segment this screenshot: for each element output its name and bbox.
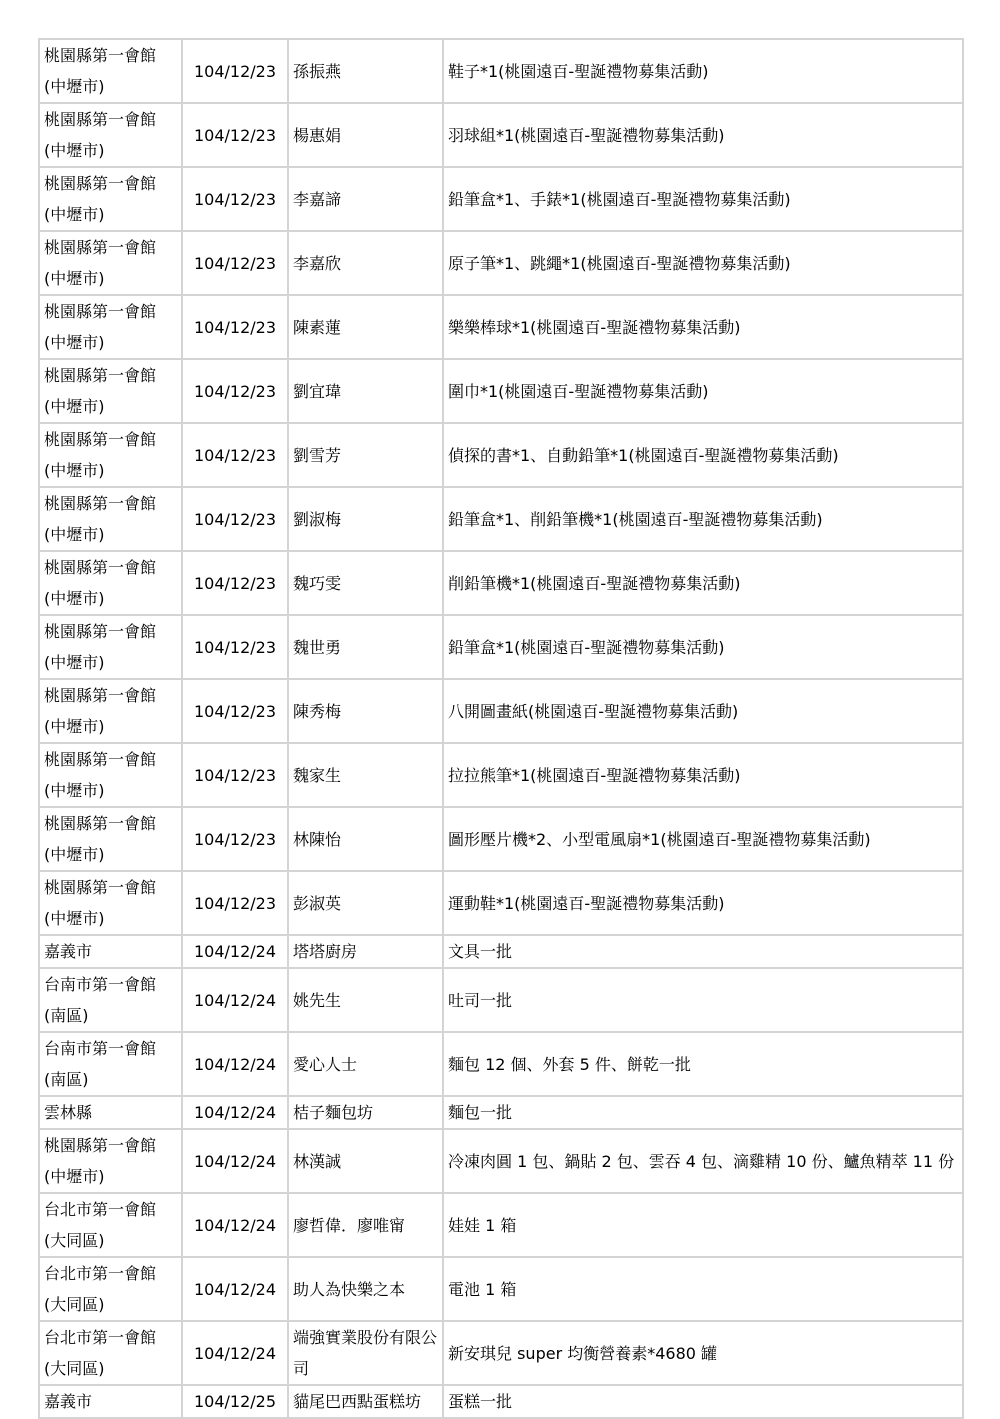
date-cell: 104/12/23: [182, 103, 288, 167]
branch-line: 台南市第一會館: [44, 975, 157, 994]
item-cell: 圖形壓片機*2、小型電風扇*1(桃園遠百-聖誕禮物募集活動): [443, 807, 963, 871]
branch-cell: [39, 359, 182, 423]
table-row: [39, 743, 963, 807]
donor-cell: 端強實業股份有限公司: [288, 1321, 443, 1385]
item-cell: 拉拉熊筆*1(桃園遠百-聖誕禮物募集活動): [443, 743, 963, 807]
table-row: [39, 1096, 963, 1129]
donor-cell: 孫振燕: [288, 39, 443, 103]
item-cell: 鉛筆盒*1、削鉛筆機*1(桃園遠百-聖誕禮物募集活動): [443, 487, 963, 551]
date-cell: 104/12/23: [182, 39, 288, 103]
branch-line: (中壢市): [44, 717, 105, 736]
branch-line: 嘉義市: [44, 1392, 93, 1411]
table-row: [39, 359, 963, 423]
item-cell: 麵包 12 個、外套 5 件、餅乾一批: [443, 1032, 963, 1096]
branch-line: (中壢市): [44, 333, 105, 352]
branch-line: (中壢市): [44, 141, 105, 160]
donor-cell: 劉宜瑋: [288, 359, 443, 423]
date-cell: 104/12/23: [182, 551, 288, 615]
date-cell: 104/12/23: [182, 679, 288, 743]
donor-cell: 林漢誠: [288, 1129, 443, 1193]
branch-line: (中壢市): [44, 909, 105, 928]
donor-cell: 林陳怡: [288, 807, 443, 871]
date-cell: 104/12/24: [182, 1032, 288, 1096]
date-cell: 104/12/23: [182, 871, 288, 935]
date-cell: 104/12/23: [182, 295, 288, 359]
branch-cell: [39, 871, 182, 935]
table-row: [39, 1032, 963, 1096]
branch-line: (中壢市): [44, 205, 105, 224]
branch-cell: [39, 807, 182, 871]
item-cell: 電池 1 箱: [443, 1257, 963, 1321]
date-cell: 104/12/24: [182, 1321, 288, 1385]
donor-cell: 楊惠娟: [288, 103, 443, 167]
table-row: [39, 167, 963, 231]
branch-line: 桃園縣第一會館: [44, 750, 157, 769]
date-cell: 104/12/23: [182, 743, 288, 807]
branch-line: 台北市第一會館: [44, 1264, 157, 1283]
date-cell: 104/12/23: [182, 231, 288, 295]
date-cell: 104/12/23: [182, 487, 288, 551]
item-cell: 鉛筆盒*1、手錶*1(桃園遠百-聖誕禮物募集活動): [443, 167, 963, 231]
branch-line: 桃園縣第一會館: [44, 878, 157, 897]
donor-cell: 魏巧雯: [288, 551, 443, 615]
item-cell: 麵包一批: [443, 1096, 963, 1129]
donor-cell: 桔子麵包坊: [288, 1096, 443, 1129]
item-cell: 鞋子*1(桃園遠百-聖誕禮物募集活動): [443, 39, 963, 103]
date-cell: 104/12/24: [182, 968, 288, 1032]
branch-line: 桃園縣第一會館: [44, 1136, 157, 1155]
table-row: [39, 487, 963, 551]
table-row: [39, 679, 963, 743]
branch-line: (中壢市): [44, 845, 105, 864]
date-cell: 104/12/23: [182, 615, 288, 679]
branch-line: 桃園縣第一會館: [44, 558, 157, 577]
branch-line: 雲林縣: [44, 1103, 93, 1122]
donations-table: [38, 38, 964, 1419]
branch-line: 桃園縣第一會館: [44, 366, 157, 385]
date-cell: 104/12/23: [182, 359, 288, 423]
branch-cell: [39, 1321, 182, 1385]
branch-line: (大同區): [44, 1231, 105, 1250]
table-row: [39, 935, 963, 968]
table-row: [39, 231, 963, 295]
branch-line: (大同區): [44, 1359, 105, 1378]
table-row: [39, 1257, 963, 1321]
branch-line: (大同區): [44, 1295, 105, 1314]
item-cell: 運動鞋*1(桃園遠百-聖誕禮物募集活動): [443, 871, 963, 935]
branch-line: (中壢市): [44, 461, 105, 480]
branch-cell: [39, 551, 182, 615]
donor-cell: 李嘉欣: [288, 231, 443, 295]
branch-line: (中壢市): [44, 589, 105, 608]
item-cell: 圍巾*1(桃園遠百-聖誕禮物募集活動): [443, 359, 963, 423]
branch-line: (中壢市): [44, 653, 105, 672]
table-row: [39, 807, 963, 871]
table-row: [39, 1129, 963, 1193]
branch-cell: [39, 935, 182, 968]
branch-line: 桃園縣第一會館: [44, 686, 157, 705]
donor-cell: 彭淑英: [288, 871, 443, 935]
date-cell: 104/12/24: [182, 1257, 288, 1321]
branch-line: (南區): [44, 1070, 89, 1089]
branch-cell: [39, 103, 182, 167]
item-cell: 原子筆*1、跳繩*1(桃園遠百-聖誕禮物募集活動): [443, 231, 963, 295]
branch-cell: [39, 231, 182, 295]
branch-line: 桃園縣第一會館: [44, 302, 157, 321]
branch-line: (中壢市): [44, 397, 105, 416]
table-row: [39, 551, 963, 615]
table-row: [39, 39, 963, 103]
donor-cell: 愛心人士: [288, 1032, 443, 1096]
donor-cell: 姚先生: [288, 968, 443, 1032]
item-cell: 削鉛筆機*1(桃園遠百-聖誕禮物募集活動): [443, 551, 963, 615]
donor-cell: 劉淑梅: [288, 487, 443, 551]
branch-line: 桃園縣第一會館: [44, 494, 157, 513]
branch-cell: [39, 968, 182, 1032]
item-cell: 新安琪兒 super 均衡營養素*4680 罐: [443, 1321, 963, 1385]
branch-cell: [39, 1032, 182, 1096]
date-cell: 104/12/24: [182, 1129, 288, 1193]
date-cell: 104/12/23: [182, 423, 288, 487]
branch-cell: [39, 1129, 182, 1193]
donor-cell: 塔塔廚房: [288, 935, 443, 968]
donor-cell: 廖哲偉．廖唯甯: [288, 1193, 443, 1257]
branch-line: 桃園縣第一會館: [44, 622, 157, 641]
branch-line: 嘉義市: [44, 942, 93, 961]
item-cell: 吐司一批: [443, 968, 963, 1032]
donor-cell: 李嘉諦: [288, 167, 443, 231]
branch-line: 桃園縣第一會館: [44, 814, 157, 833]
branch-line: (中壢市): [44, 269, 105, 288]
item-cell: 冷凍肉圓 1 包、鍋貼 2 包、雲吞 4 包、滴雞精 10 份、鱸魚精萃 11 份: [443, 1129, 963, 1193]
table-row: [39, 1321, 963, 1385]
donor-cell: 貓尾巴西點蛋糕坊: [288, 1385, 443, 1418]
branch-line: (中壢市): [44, 525, 105, 544]
item-cell: 娃娃 1 箱: [443, 1193, 963, 1257]
table-row: [39, 615, 963, 679]
branch-line: 台南市第一會館: [44, 1039, 157, 1058]
branch-line: (南區): [44, 1006, 89, 1025]
branch-cell: [39, 679, 182, 743]
branch-line: 台北市第一會館: [44, 1200, 157, 1219]
item-cell: 鉛筆盒*1(桃園遠百-聖誕禮物募集活動): [443, 615, 963, 679]
branch-cell: [39, 295, 182, 359]
date-cell: 104/12/24: [182, 1096, 288, 1129]
item-cell: 偵探的書*1、自動鉛筆*1(桃園遠百-聖誕禮物募集活動): [443, 423, 963, 487]
branch-line: 桃園縣第一會館: [44, 238, 157, 257]
donations-table-body: [39, 39, 963, 1418]
date-cell: 104/12/23: [182, 807, 288, 871]
branch-cell: [39, 1096, 182, 1129]
table-row: [39, 968, 963, 1032]
branch-line: 桃園縣第一會館: [44, 174, 157, 193]
branch-cell: [39, 615, 182, 679]
branch-line: 桃園縣第一會館: [44, 110, 157, 129]
branch-cell: [39, 1257, 182, 1321]
branch-line: (中壢市): [44, 77, 105, 96]
table-row: [39, 295, 963, 359]
table-row: [39, 871, 963, 935]
date-cell: 104/12/25: [182, 1385, 288, 1418]
item-cell: 羽球組*1(桃園遠百-聖誕禮物募集活動): [443, 103, 963, 167]
branch-cell: [39, 167, 182, 231]
donor-cell: 魏家生: [288, 743, 443, 807]
branch-line: 桃園縣第一會館: [44, 430, 157, 449]
date-cell: 104/12/24: [182, 935, 288, 968]
item-cell: 樂樂棒球*1(桃園遠百-聖誕禮物募集活動): [443, 295, 963, 359]
donor-cell: 劉雪芳: [288, 423, 443, 487]
date-cell: 104/12/23: [182, 167, 288, 231]
item-cell: 文具一批: [443, 935, 963, 968]
branch-line: 台北市第一會館: [44, 1328, 157, 1347]
date-cell: 104/12/24: [182, 1193, 288, 1257]
branch-line: 桃園縣第一會館: [44, 46, 157, 65]
item-cell: 八開圖畫紙(桃園遠百-聖誕禮物募集活動): [443, 679, 963, 743]
donor-cell: 陳秀梅: [288, 679, 443, 743]
branch-cell: [39, 743, 182, 807]
branch-cell: [39, 423, 182, 487]
item-cell: 蛋糕一批: [443, 1385, 963, 1418]
donor-cell: 助人為快樂之本: [288, 1257, 443, 1321]
branch-cell: [39, 1385, 182, 1418]
branch-cell: [39, 487, 182, 551]
donor-cell: 陳素蓮: [288, 295, 443, 359]
table-row: [39, 423, 963, 487]
branch-line: (中壢市): [44, 781, 105, 800]
branch-line: (中壢市): [44, 1167, 105, 1186]
donor-cell: 魏世勇: [288, 615, 443, 679]
table-row: [39, 103, 963, 167]
branch-cell: [39, 39, 182, 103]
table-row: [39, 1385, 963, 1418]
branch-cell: [39, 1193, 182, 1257]
table-row: [39, 1193, 963, 1257]
